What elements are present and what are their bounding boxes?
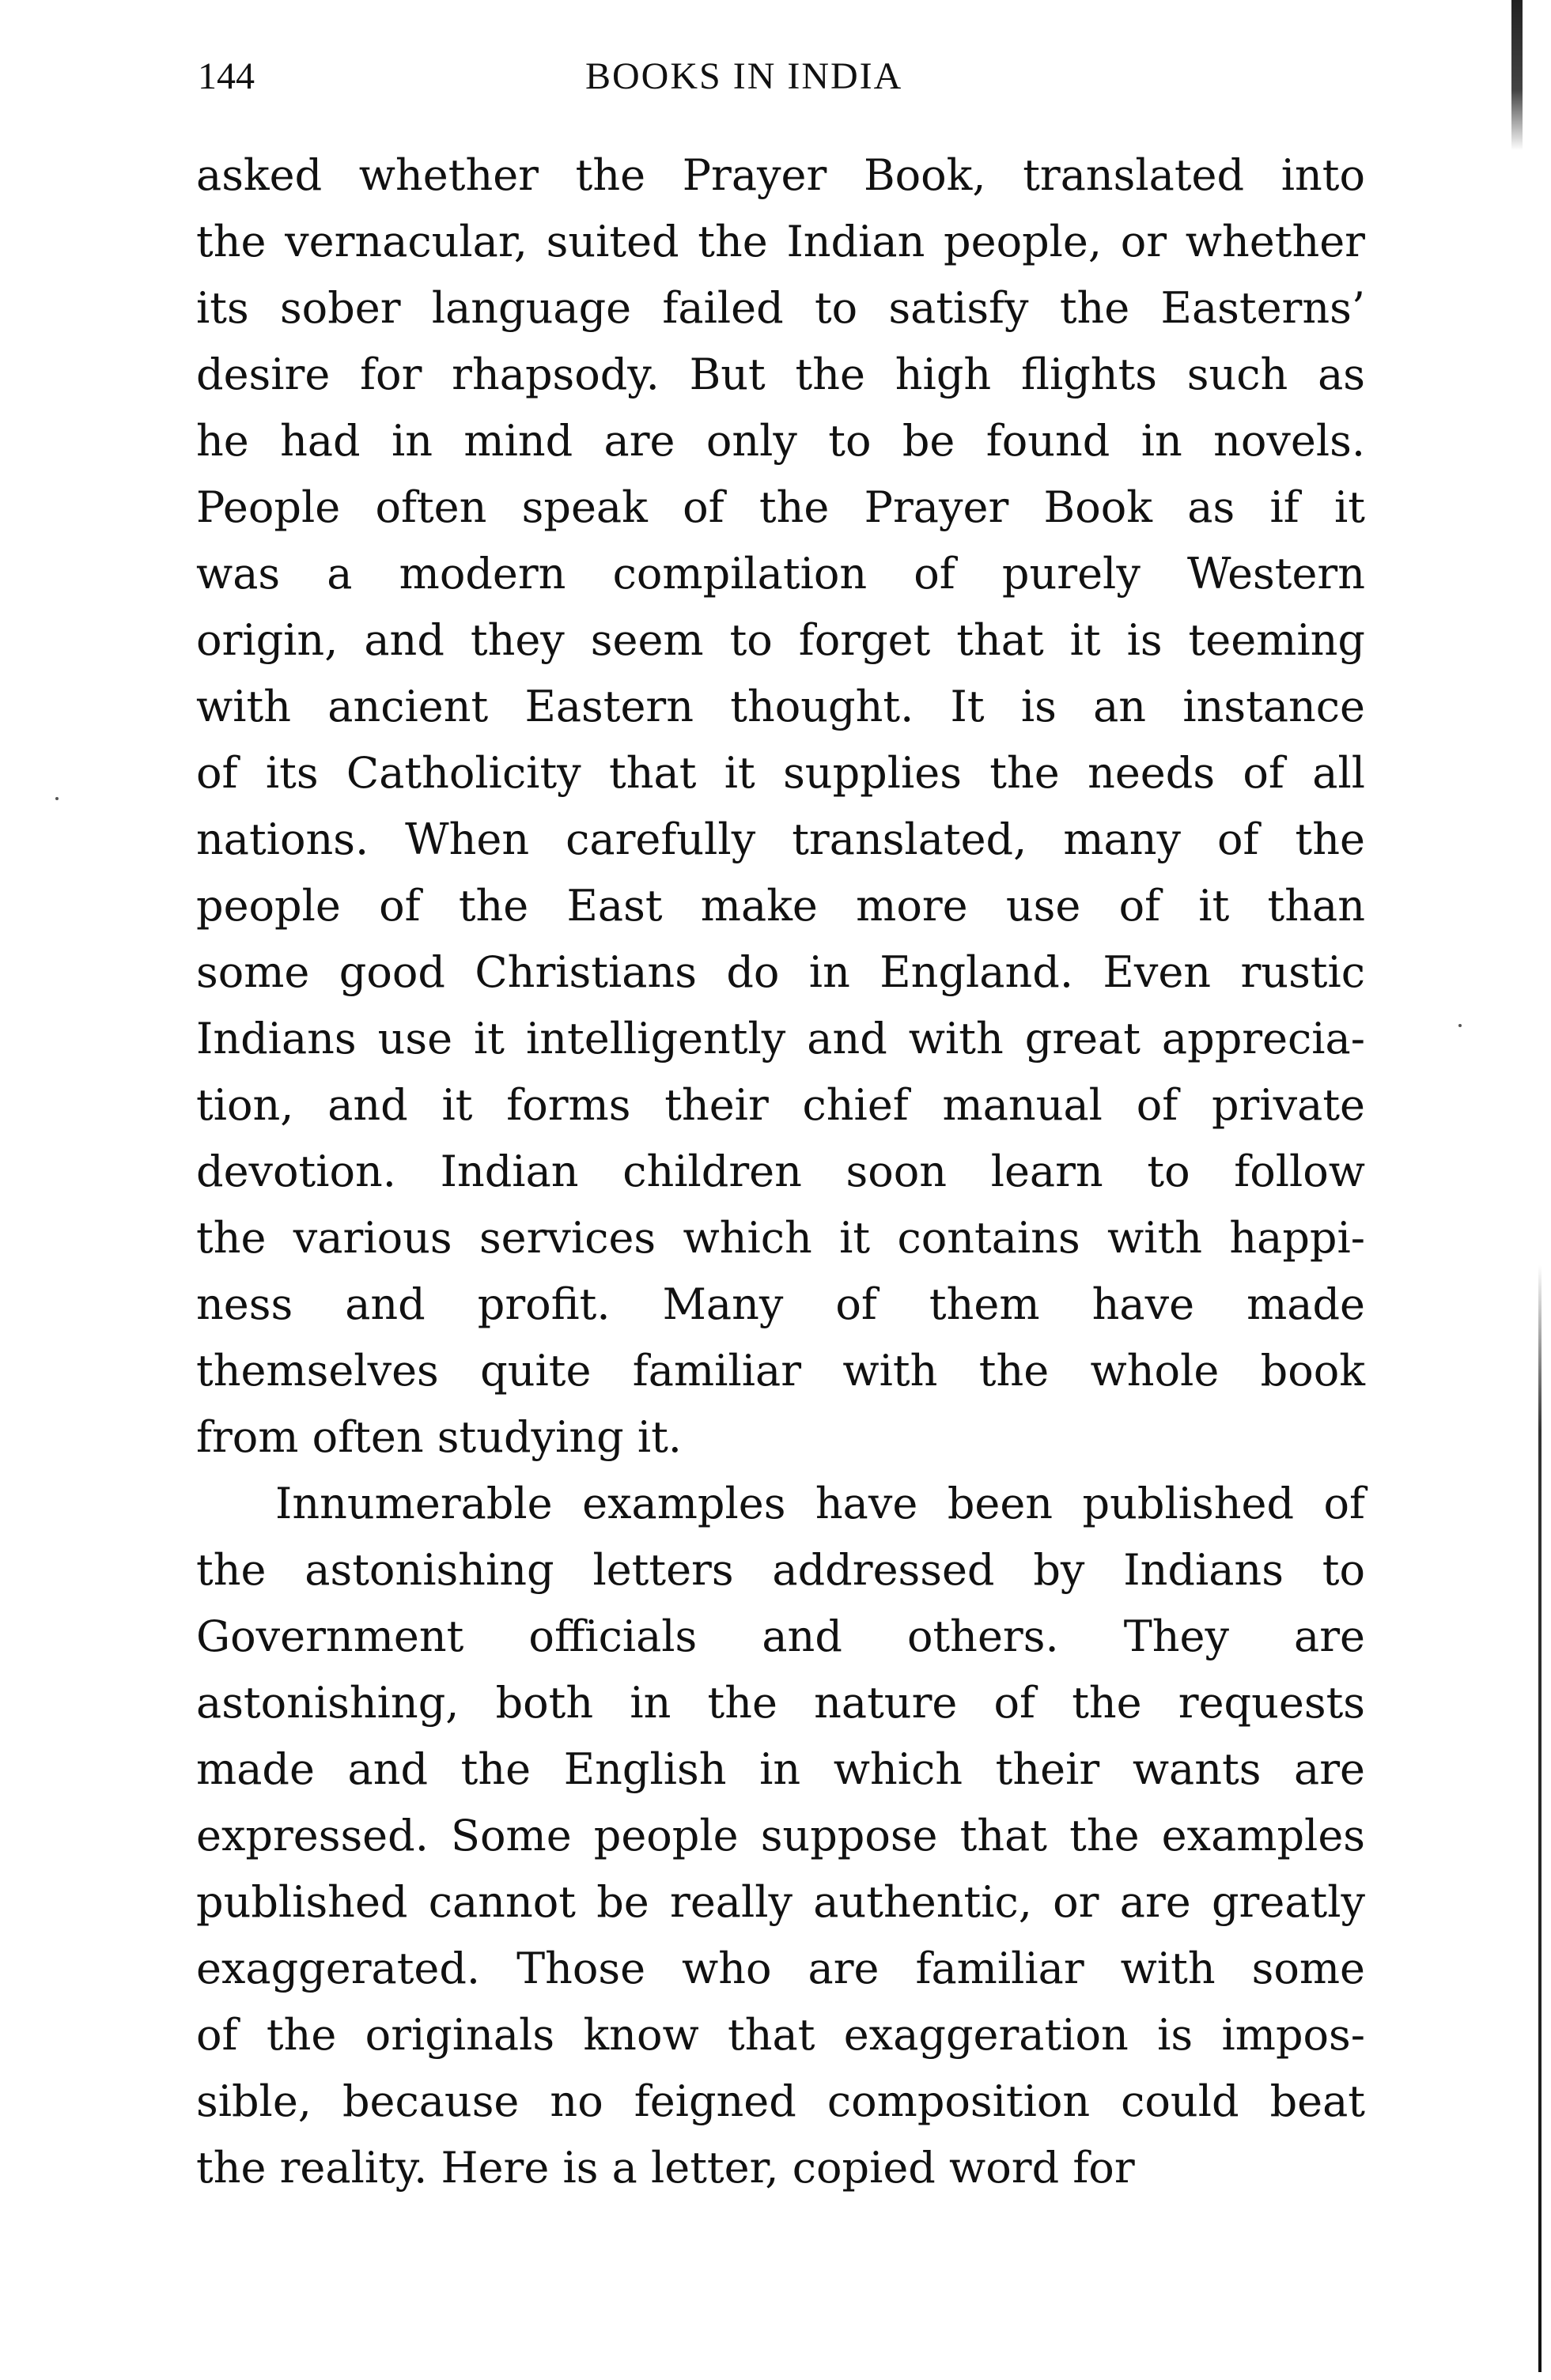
- scan-edge-shadow-top: [1511, 0, 1523, 150]
- scan-speck: [55, 797, 59, 800]
- text-line: ness and profit. Many of them have made: [196, 1279, 1365, 1329]
- page-number: 144: [198, 55, 255, 97]
- text-line: its sober language failed to satisfy the Easterns’: [196, 283, 1365, 333]
- text-line: desire for rhapsody. But the high flights such as: [196, 349, 1365, 399]
- text-line: the reality. Here is a letter, copied word for: [196, 2143, 1135, 2193]
- body-text: [196, 142, 1365, 2201]
- text-line: origin, and they seem to forget that it is teeming: [196, 615, 1365, 665]
- text-line: people of the East make more use of it than: [196, 881, 1365, 931]
- text-line: was a modern compilation of purely Western: [196, 549, 1365, 599]
- text-line: Innumerable examples have been published of: [275, 1479, 1365, 1528]
- text-line: themselves quite familiar with the whole book: [196, 1346, 1365, 1396]
- paragraph: [196, 1471, 1365, 2201]
- text-line: sible, because no feigned composition could beat: [196, 2076, 1365, 2126]
- text-line: the astonishing letters addressed by Indians to: [196, 1545, 1365, 1595]
- scan-speck: [1458, 1024, 1462, 1027]
- text-line: Government officials and others. They are: [196, 1611, 1365, 1661]
- text-line: made and the English in which their wants are: [196, 1744, 1365, 1794]
- scan-edge-shadow-right: [1538, 1265, 1542, 2372]
- text-line: asked whether the Prayer Book, translated into: [196, 150, 1365, 200]
- text-line: Indians use it intelligently and with great apprecia-: [196, 1014, 1365, 1063]
- text-line: nations. When carefully translated, many of the: [196, 814, 1365, 864]
- paragraph: [196, 142, 1365, 1471]
- running-head: [198, 49, 1360, 104]
- text-line: the vernacular, suited the Indian people, or whether: [196, 217, 1365, 266]
- text-line: expressed. Some people suppose that the examples: [196, 1811, 1365, 1861]
- text-line: of the originals know that exaggeration is impos-: [196, 2010, 1365, 2060]
- text-line: he had in mind are only to be found in novels.: [196, 416, 1365, 466]
- text-line: tion, and it forms their chief manual of private: [196, 1080, 1365, 1130]
- text-line: the various services which it contains with happi-: [196, 1213, 1365, 1263]
- running-title: BOOKS IN INDIA: [585, 55, 903, 97]
- text-line: some good Christians do in England. Even rustic: [196, 947, 1365, 997]
- text-line: astonishing, both in the nature of the requests: [196, 1678, 1365, 1728]
- text-line: exaggerated. Those who are familiar with some: [196, 1944, 1365, 1993]
- text-line: devotion. Indian children soon learn to follow: [196, 1147, 1365, 1196]
- text-line: from often studying it.: [196, 1412, 682, 1462]
- text-line: of its Catholicity that it supplies the needs of all: [196, 748, 1365, 798]
- text-line: published cannot be really authentic, or are greatly: [196, 1877, 1365, 1927]
- text-line: People often speak of the Prayer Book as if it: [196, 482, 1365, 532]
- text-line: with ancient Eastern thought. It is an instance: [196, 682, 1365, 731]
